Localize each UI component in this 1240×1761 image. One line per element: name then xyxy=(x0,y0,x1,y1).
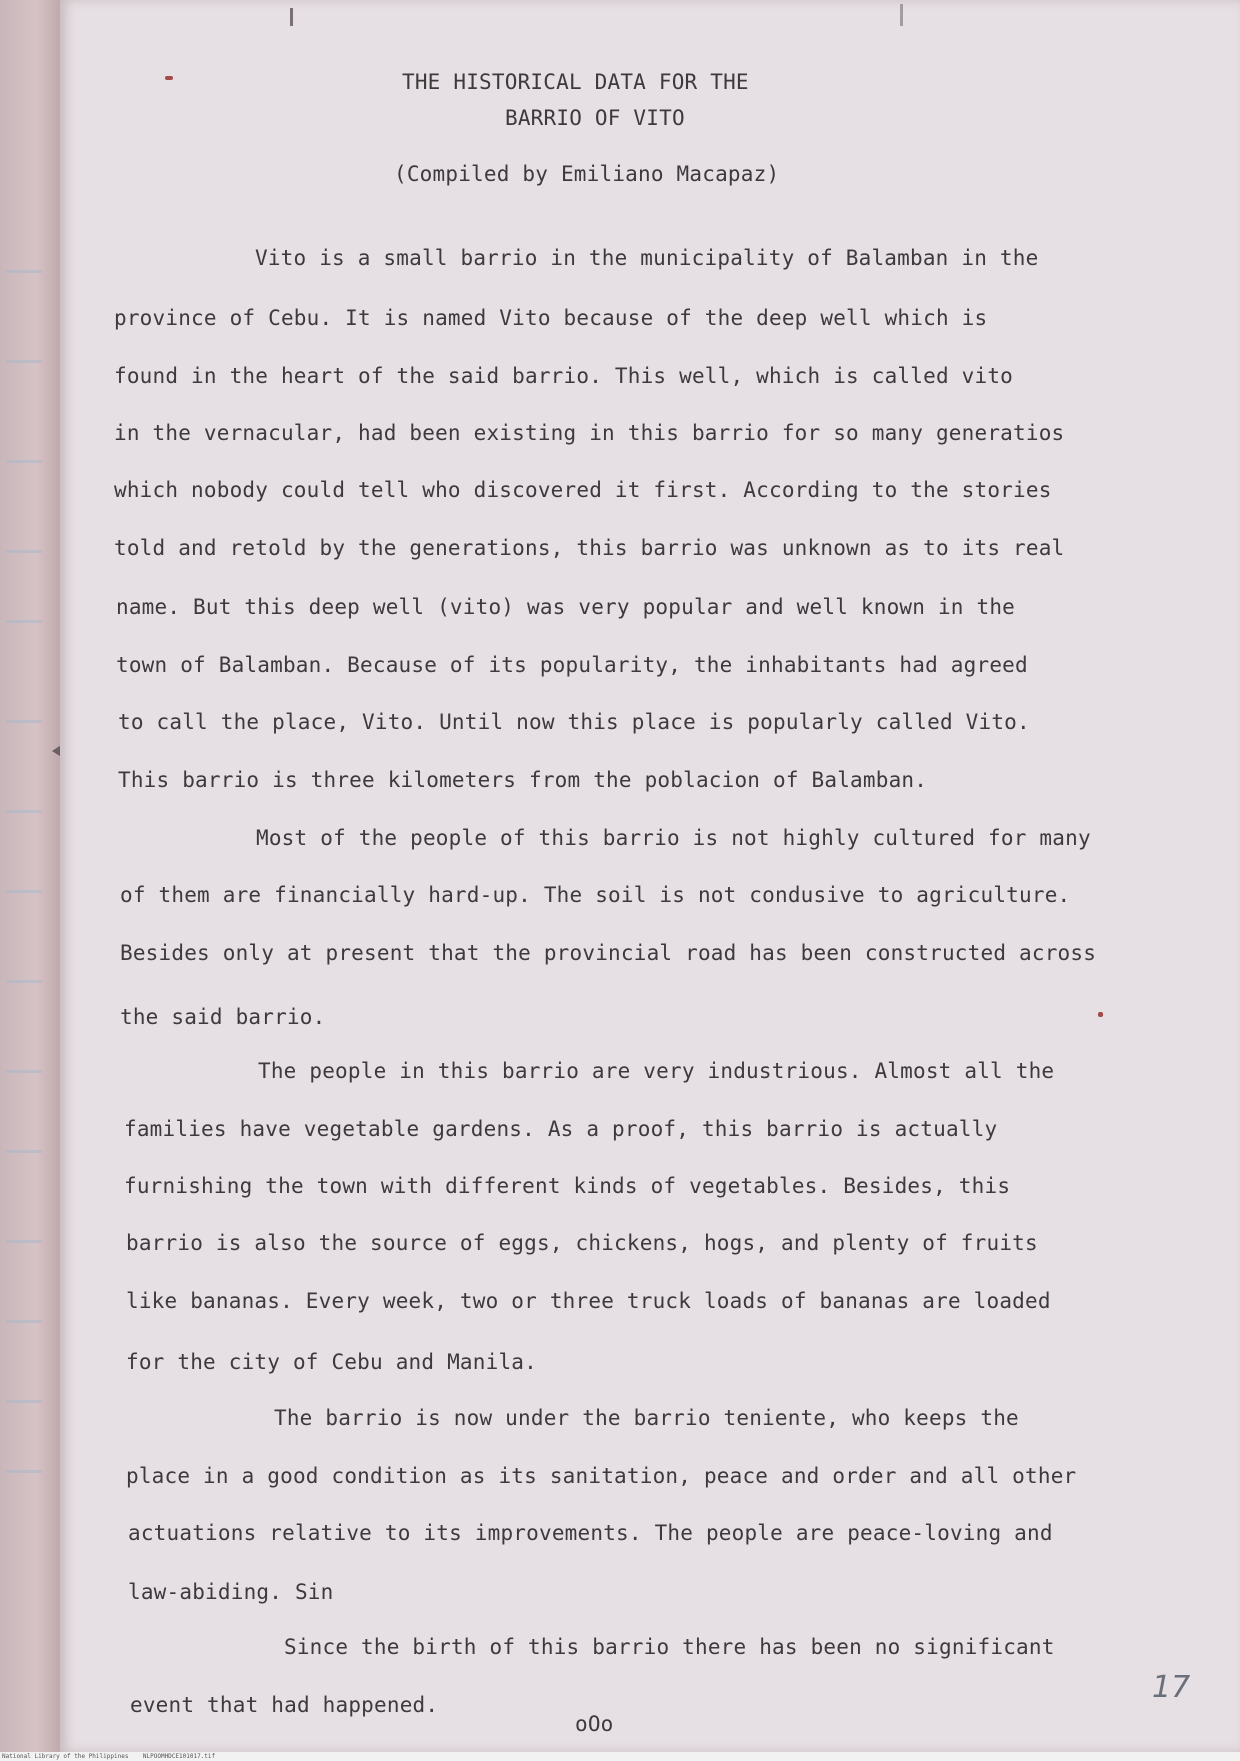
underlying-page-edge xyxy=(0,0,60,1761)
author-line: (Compiled by Emiliano Macapaz) xyxy=(394,162,780,186)
text-line: province of Cebu. It is named Vito because of the deep well which is xyxy=(114,306,988,330)
text-line: of them are financially hard-up. The soil is not condusive to agriculture. xyxy=(120,883,1071,907)
text-line: which nobody could tell who discovered it first. According to the stories xyxy=(114,478,1052,502)
red-margin-mark xyxy=(165,76,173,80)
text-line: This barrio is three kilometers from the poblacion of Balamban. xyxy=(118,768,928,792)
text-line: told and retold by the generations, this barrio was unknown as to its real xyxy=(114,536,1065,560)
title-line-1: THE HISTORICAL DATA FOR THE xyxy=(402,70,749,94)
text-line: The people in this barrio are very industrious. Almost all the xyxy=(258,1059,1055,1083)
text-line: Besides only at present that the provincial road has been constructed across xyxy=(120,941,1097,965)
text-line: found in the heart of the said barrio. This well, which is called vito xyxy=(114,364,1014,388)
text-line: place in a good condition as its sanitation, peace and order and all other xyxy=(126,1464,1077,1488)
handwritten-page-number: 17 xyxy=(1152,1670,1191,1705)
text-line: for the city of Cebu and Manila. xyxy=(126,1350,537,1374)
text-line: families have vegetable gardens. As a proof, this barrio is actually xyxy=(124,1117,998,1141)
text-line: name. But this deep well (vito) was very popular and well known in the xyxy=(116,595,1016,619)
text-line: to call the place, Vito. Until now this place is popularly called Vito. xyxy=(118,710,1030,734)
text-line: barrio is also the source of eggs, chickens, hogs, and plenty of fruits xyxy=(126,1231,1038,1255)
footer-caption xyxy=(2,1753,215,1760)
top-speck-left xyxy=(290,8,293,26)
underlying-page-marks xyxy=(6,250,46,1500)
text-line: the said barrio. xyxy=(120,1005,326,1029)
text-line: Vito is a small barrio in the municipality of Balamban in the xyxy=(255,246,1039,270)
text-line: event that had happened. xyxy=(130,1693,439,1717)
footer-filename: NLPOOMHDCE101017.tif xyxy=(142,1753,216,1760)
text-line: actuations relative to its improvements. The people are peace-loving and xyxy=(128,1521,1053,1545)
top-speck-right xyxy=(900,4,903,26)
red-speck xyxy=(1098,1012,1103,1017)
text-line: Since the birth of this barrio there has been no significant xyxy=(284,1635,1055,1659)
text-line: law-abiding. Sin xyxy=(128,1580,334,1604)
text-line: Most of the people of this barrio is not highly cultured for many xyxy=(256,826,1091,850)
text-line: furnishing the town with different kinds of vegetables. Besides, this xyxy=(124,1174,1011,1198)
text-line: like bananas. Every week, two or three truck loads of bananas are loaded xyxy=(126,1289,1051,1313)
text-line: town of Balamban. Because of its popularity, the inhabitants had agreed xyxy=(116,653,1028,677)
closing-mark: oOo xyxy=(575,1712,614,1736)
title-line-2: BARRIO OF VITO xyxy=(505,106,685,130)
text-line: in the vernacular, had been existing in this barrio for so many generatios xyxy=(114,421,1065,445)
footer-library: National Library of the Philippines xyxy=(2,1753,129,1760)
text-line: The barrio is now under the barrio teniente, who keeps the xyxy=(274,1406,1019,1430)
